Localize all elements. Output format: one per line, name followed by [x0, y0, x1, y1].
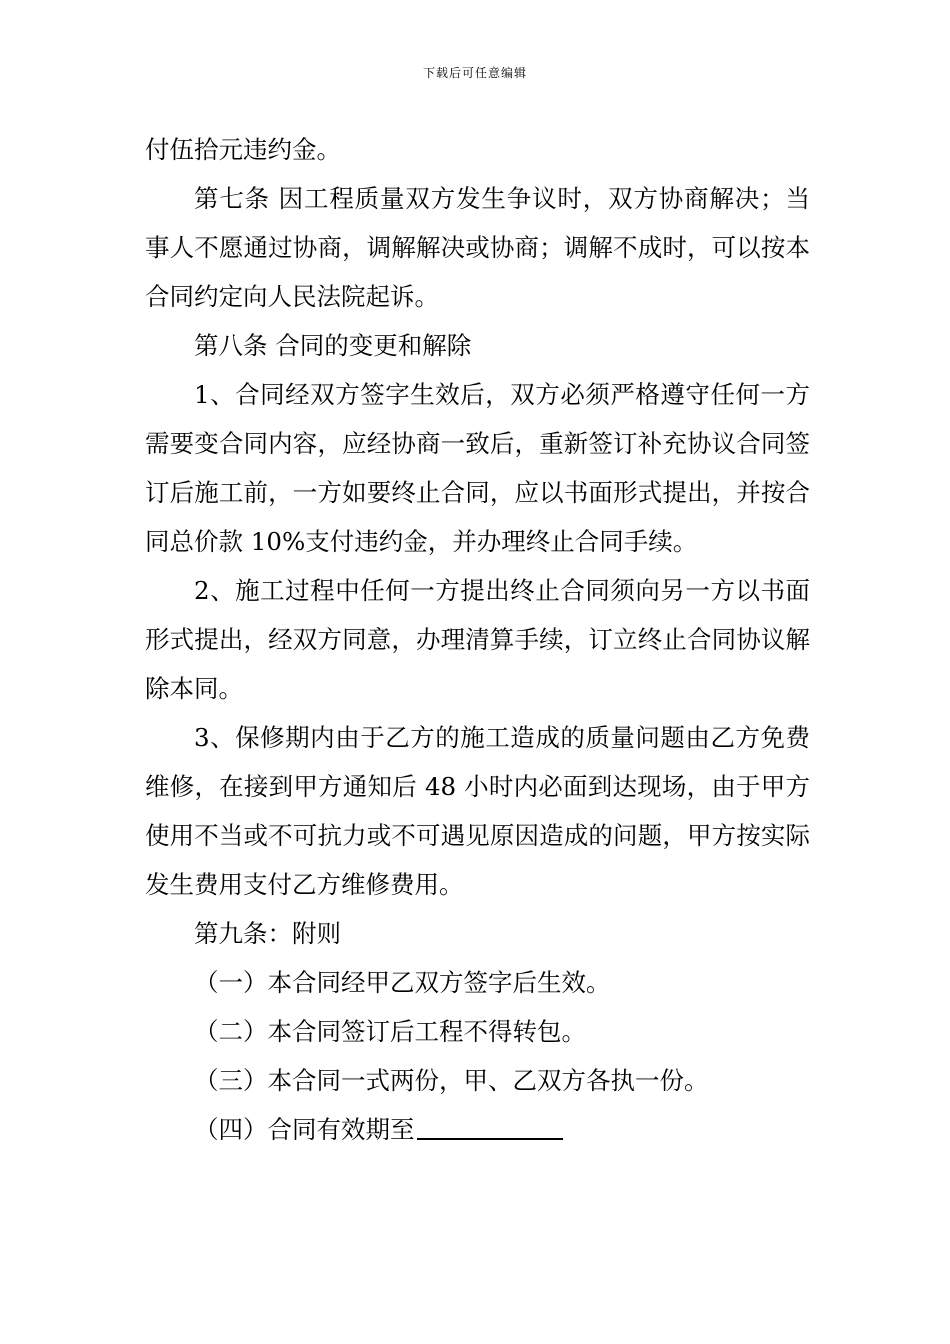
validity-date-blank [417, 1110, 563, 1140]
article-8-clause-1: 1、合同经双方签字生效后，双方必须严格遵守任何一方需要变合同内容，应经协商一致后，重新签订补充协议合同签订后施工前，一方如要终止合同，应以书面形式提出，并按合同总价款 10%支付违约金，并办理终止合同手续。 [145, 380, 810, 556]
page-header: 下载后可任意编辑 [422, 66, 527, 80]
validity-label: （四）合同有效期至 [194, 1115, 415, 1144]
article-8-heading: 第八条 合同的变更和解除 [194, 331, 472, 360]
article-9-item-4 [145, 1105, 810, 1154]
article-7: 第七条 因工程质量双方发生争议时，双方协商解决；当事人不愿通过协商，调解解决或协商；调解不成时，可以按本合同约定向人民法院起诉。 [145, 184, 810, 311]
article-8-clause-2: 2、施工过程中任何一方提出终止合同须向另一方以书面形式提出，经双方同意，办理清算手续，订立终止合同协议解除本同。 [145, 576, 810, 703]
paragraph-penalty-end: 付伍拾元违约金。 [145, 135, 341, 164]
article-9-item-2: （二）本合同签订后工程不得转包。 [194, 1017, 586, 1046]
article-9-item-3: （三）本合同一式两份，甲、乙双方各执一份。 [194, 1066, 709, 1095]
article-8-clause-3: 3、保修期内由于乙方的施工造成的质量问题由乙方免费维修，在接到甲方通知后 48 小时内必面到达现场，由于甲方使用不当或不可抗力或不可遇见原因造成的问题，甲方按实际发生费用支付乙方维修费用。 [145, 723, 810, 899]
article-9-item-1: （一）本合同经甲乙双方签字后生效。 [194, 968, 611, 997]
article-9-heading: 第九条：附则 [194, 919, 341, 948]
document-body [145, 125, 810, 1154]
